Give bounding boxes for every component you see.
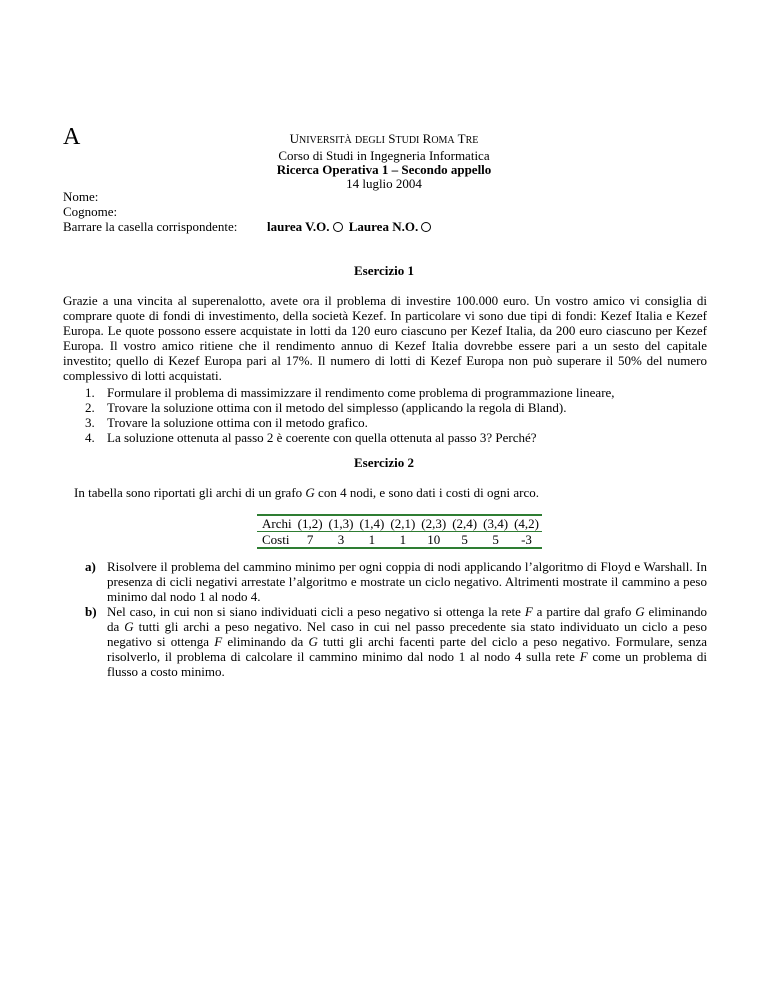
arc-cost-table <box>257 514 542 549</box>
table-cell: 1 <box>368 532 376 547</box>
table-row <box>257 515 542 532</box>
table-cell: 5 <box>492 532 499 547</box>
exam-date: 14 luglio 2004 <box>346 176 422 191</box>
list-item: b) Nel caso, in cui non si siano individuati cicli a peso negativo si ottenga la rete F a partire dal grafo G eliminando da G tutti gli archi a peso negativo. Nel caso in cui nel passo precedente sia stato individuato un ciclo a peso negativo si ottenga F eliminando da G tutti gli archi facenti parte del ciclo a peso negativo. Formulare, senza risolverlo, il problema di calcolare il cammino minimo dal nodo 1 al nodo 4 sulla rete F come un problema di flusso a costo minimo. <box>85 604 708 679</box>
exercise1-title: Esercizio 1 <box>353 263 415 278</box>
list-item: 4. La soluzione ottenuta al passo 2 è coerente con quella ottenuta al passo 3? Perché? <box>85 430 537 445</box>
degree-choices <box>267 219 434 234</box>
course-name: Corso di Studi in Ingegneria Informatica <box>278 148 490 163</box>
table-header-cell: Costi <box>262 532 290 547</box>
option-no-label: Laurea N.O. <box>348 219 419 234</box>
table-cell: -3 <box>521 532 532 547</box>
exam-subject: Ricerca Operativa 1 – Secondo appello <box>276 162 492 177</box>
barrare-label: Barrare la casella corrispondente: <box>63 219 238 234</box>
exercise2-intro: In tabella sono riportati gli archi di un grafo G con 4 nodi, e sono dati i costi di ogni arco. <box>74 485 540 500</box>
table-cell: (2,4) <box>449 515 480 532</box>
list-item: 2. Trovare la soluzione ottima con il metodo del simplesso (applicando la regola di Bland). <box>85 400 567 415</box>
table-cell: 3 <box>337 532 345 547</box>
table-cell: (1,2) <box>295 515 326 532</box>
exercise1-task-list <box>63 385 707 445</box>
table-cell: 7 <box>306 532 314 547</box>
table-cell: (1,3) <box>326 515 357 532</box>
list-item: 1. Formulare il problema di massimizzare il rendimento come problema di programmazione lineare, <box>85 385 615 400</box>
table-cell: (2,1) <box>387 515 418 532</box>
list-item: a) Risolvere il problema del cammino minimo per ogni coppia di nodi applicando l’algoritmo di Floyd e Warshall. In presenza di cicli negativi arrestate l’algoritmo e mostrate un ciclo negativo. Altrimenti mostrate il cammino a peso minimo dal nodo 1 al nodo 4. <box>85 559 707 604</box>
exercise2-title: Esercizio 2 <box>353 455 415 470</box>
option-vo-label: laurea V.O. <box>267 219 330 234</box>
nome-label: Nome: <box>63 189 99 204</box>
table-cell: (2,3) <box>418 515 449 532</box>
option-no-radio[interactable] <box>421 222 431 232</box>
table-cell: (1,4) <box>356 515 387 532</box>
table-row <box>257 532 542 549</box>
table-cell: (4,2) <box>511 515 542 532</box>
cognome-label: Cognome: <box>63 204 118 219</box>
table-cell: 1 <box>399 532 407 547</box>
option-vo-radio[interactable] <box>333 222 343 232</box>
table-cell: (3,4) <box>480 515 511 532</box>
table-header-cell: Archi <box>257 515 295 532</box>
table-cell: 10 <box>427 532 441 547</box>
exam-version-letter: A <box>63 124 81 150</box>
exercise1-intro: Grazie a una vincita al superenalotto, avete ora il problema di investire 100.000 euro. Un vostro amico vi consiglia di comprare quote di fondi di investimento, della società Kezef. In particolare vi sono due tipi di fondi: Kezef Italia e Kezef Europa. Le quote possono essere acquistate in lotti da 120 euro ciascuno per Kezef Italia, da 200 euro ciascuno per Kezef Europa. Il vostro amico ritiene che il rendimento annuo di Kezef Italia dovrebbe essere pari a un sesto del capitale investito; quello di Kezef Europa pari al 17%. Il numero di lotti di Kezef Europa non può superare il 50% del numero complessivo di lotti acquistati. <box>63 293 707 383</box>
university-name: UNIVERSITÀ DEGLI STUDI ROMA TRE <box>289 131 479 146</box>
table-cell: 5 <box>461 532 468 547</box>
exercise2-question-list <box>63 559 707 679</box>
list-item: 3. Trovare la soluzione ottima con il metodo grafico. <box>85 415 368 430</box>
